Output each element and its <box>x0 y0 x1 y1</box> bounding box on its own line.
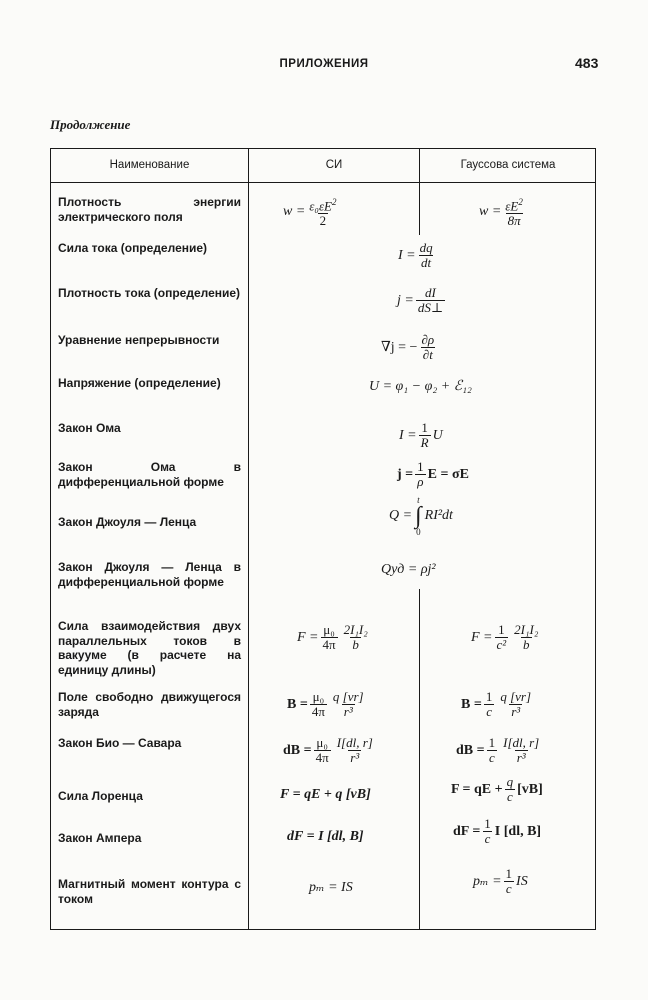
column-divider-name <box>248 149 249 929</box>
row-name: Поле свободно движущегося заряда <box>58 690 241 719</box>
numerator: μ₀ <box>316 735 328 750</box>
formula-part: I [dl, B] <box>494 823 542 839</box>
row-name: Уравнение непрерывности <box>58 333 220 347</box>
lower-limit: 0 <box>416 527 421 537</box>
numerator: 1 <box>484 816 491 831</box>
row-name: Сила взаимодействия двух параллельных токов в вакууме (в расчете на единицу длины) <box>58 619 241 677</box>
formula-part: E = σE <box>427 466 469 482</box>
fraction <box>501 736 541 765</box>
column-header-name: Наименование <box>109 159 190 171</box>
fraction <box>418 241 435 270</box>
denominator: dS⊥ <box>417 300 444 315</box>
numerator: ∂ρ <box>421 332 435 347</box>
denominator: c <box>486 704 492 719</box>
fraction <box>415 460 426 489</box>
numerator: I[dl, r] <box>336 735 373 750</box>
denominator: c <box>488 750 495 765</box>
fraction <box>416 286 445 315</box>
formula-common <box>397 460 469 489</box>
formula-part: w = <box>283 203 306 219</box>
denominator: ∂t <box>422 347 433 362</box>
fraction <box>342 623 370 652</box>
formula-part: dB = <box>456 742 485 758</box>
denominator: 2 <box>319 213 327 229</box>
row-name: Закон Джоуля — Ленца в дифференциальной форме <box>58 560 241 589</box>
formula-si <box>287 690 368 719</box>
running-header: ПРИЛОЖЕНИЯ <box>279 58 369 70</box>
denominator: ρ <box>417 474 424 489</box>
page-number: 483 <box>575 55 599 71</box>
formula-common <box>397 286 447 315</box>
formula-common <box>389 495 453 537</box>
table-header-row <box>51 149 595 183</box>
formula-part: F = <box>297 629 319 645</box>
formula-common <box>398 241 437 270</box>
denominator: r³ <box>511 704 521 719</box>
numerator: 1 <box>421 420 428 435</box>
fraction <box>321 623 338 652</box>
formula-gauss <box>471 623 542 652</box>
row-name: Закон Ома <box>58 421 121 435</box>
formula-part: F = qE + <box>451 781 503 797</box>
denominator: r³ <box>516 750 526 765</box>
formula-si <box>283 195 341 228</box>
formula-gauss <box>473 867 528 896</box>
column-divider-si-bottom <box>419 589 420 929</box>
fraction <box>495 623 509 652</box>
denominator: c <box>505 881 512 896</box>
fraction <box>512 623 540 652</box>
formula-part: j = <box>397 292 414 308</box>
formula-table <box>50 148 596 930</box>
formula-gauss <box>479 195 527 228</box>
numerator: μ₀ <box>312 689 325 704</box>
numerator: q <box>506 774 514 789</box>
denominator: 8π <box>507 213 521 229</box>
formula-part: [vB] <box>517 781 543 797</box>
formula-part: I = <box>399 427 417 443</box>
fraction <box>331 690 366 719</box>
formula-part: Q = <box>389 508 413 523</box>
formula-part: F = <box>471 629 493 645</box>
denominator: r³ <box>343 704 353 719</box>
row-name: Магнитный момент контура с током <box>58 877 241 906</box>
row-name: Закон Ома в дифференциальной форме <box>58 460 241 489</box>
row-name: Напряжение (определение) <box>58 376 221 390</box>
fraction <box>314 736 331 765</box>
formula-part: dF = <box>453 823 481 839</box>
formula-part: I = <box>398 247 416 263</box>
numerator: I[dl, r] <box>503 735 540 750</box>
formula-si: F = qE + q [vB] <box>280 787 371 802</box>
formula-gauss <box>451 775 543 804</box>
column-divider-si-top <box>419 149 420 235</box>
row-name: Плотность энергии электрического поля <box>58 195 241 224</box>
row-name: Плотность тока (определение) <box>58 286 241 300</box>
formula-part: j = <box>397 466 414 482</box>
fraction <box>482 817 493 846</box>
denominator: b <box>352 637 359 652</box>
formula-gauss <box>456 736 543 765</box>
numerator: 2I₁I₂ <box>514 622 539 637</box>
denominator: 4π <box>322 637 336 652</box>
formula-si: dF = I [dl, B] <box>287 829 364 844</box>
row-name: Закон Джоуля — Ленца <box>58 515 197 529</box>
row-name: Закон Ампера <box>58 831 142 845</box>
fraction <box>310 690 327 719</box>
formula-part: U <box>432 427 443 443</box>
fraction <box>419 421 431 450</box>
column-header-gauss: Гауссова система <box>460 159 556 171</box>
formula-part: B = <box>461 696 482 712</box>
formula-common: Qуд = ρj² <box>381 562 436 577</box>
numerator: 2I₁I₂ <box>343 622 368 637</box>
numerator: q [vr] <box>332 689 364 704</box>
denominator: c <box>506 789 513 804</box>
numerator: dI <box>425 285 436 300</box>
numerator: q [vr] <box>500 689 532 704</box>
formula-common <box>399 421 443 450</box>
fraction <box>484 690 495 719</box>
formula-part: w = <box>479 203 502 219</box>
integral-sign: t ∫ 0 <box>415 495 422 537</box>
formula-gauss <box>461 690 535 719</box>
formula-part: IS <box>516 873 528 889</box>
numerator: 1 <box>417 459 424 474</box>
numerator: 1 <box>485 689 493 704</box>
formula-common <box>381 333 438 362</box>
denominator: r³ <box>350 750 360 765</box>
continuation-label: Продолжение <box>50 117 131 132</box>
numerator: 1 <box>505 866 513 881</box>
formula-part: pₘ = <box>473 874 502 889</box>
formula-part: ∇j = − <box>381 340 418 355</box>
formula-si: pₘ = IS <box>309 880 353 895</box>
formula-part: RI²dt <box>424 508 453 523</box>
numerator: 1 <box>488 735 496 750</box>
fraction <box>335 736 375 765</box>
denominator: b <box>523 637 530 652</box>
column-header-si: СИ <box>325 159 343 171</box>
formula-si <box>297 623 372 652</box>
fraction <box>498 690 533 719</box>
formula-gauss <box>453 817 541 846</box>
denominator: c² <box>496 637 507 652</box>
upper-limit: t <box>417 495 420 505</box>
row-name: Сила тока (определение) <box>58 241 208 255</box>
formula-si <box>283 736 377 765</box>
numerator: εE <box>505 198 519 214</box>
fraction <box>487 736 498 765</box>
formula-part: B = <box>287 696 308 712</box>
denominator: 4π <box>311 704 325 719</box>
numerator: 1 <box>498 622 505 637</box>
formula-common: U = φ₁ − φ₂ + ℰ₁₂ <box>369 379 472 394</box>
denominator: dt <box>421 255 432 270</box>
denominator: 4π <box>315 750 329 765</box>
fraction <box>419 333 436 362</box>
formula-part: dB = <box>283 742 312 758</box>
fraction: $\frac{\varepsilon E^2}{8\pi}$ <box>505 197 523 229</box>
numerator: ε₀εE <box>309 198 333 214</box>
fraction <box>505 775 516 804</box>
denominator: c <box>484 831 491 846</box>
fraction: $\frac{\varepsilon_0\varepsilon E^2}{2}$ <box>309 197 337 229</box>
fraction <box>504 867 515 896</box>
denominator: R <box>420 435 429 450</box>
numerator: dq <box>419 240 433 255</box>
row-name: Сила Лоренца <box>58 789 143 803</box>
numerator: μ₀ <box>323 622 335 637</box>
row-name: Закон Био — Савара <box>58 736 182 750</box>
